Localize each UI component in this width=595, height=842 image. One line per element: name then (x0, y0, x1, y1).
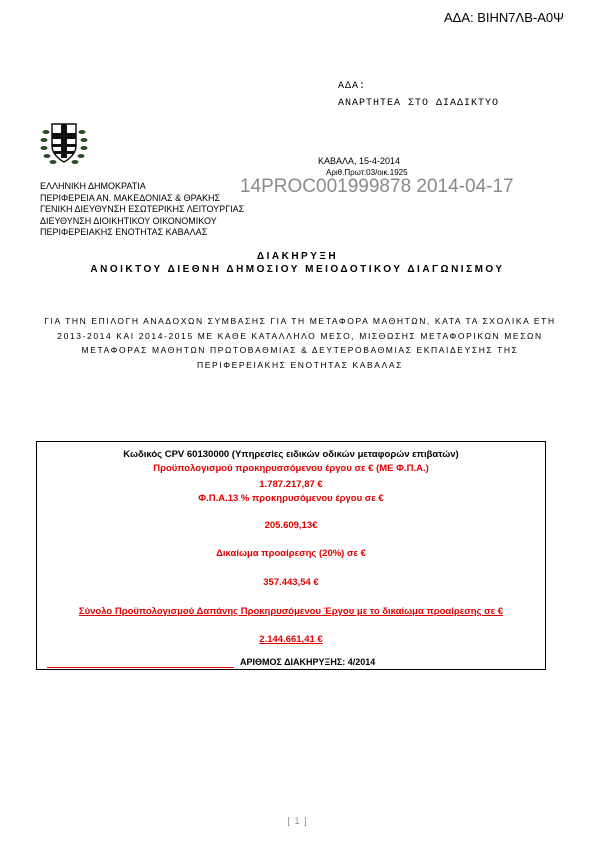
vat-value: 205.609,13€ (264, 520, 318, 531)
title-line-2: ΑΝΟΙΚΤΟΥ ΔΙΕΘΝΗ ΔΗΜΟΣΙΟΥ ΜΕΙΟΔΟΤΙΚΟΥ ΔΙΑΓΩΝΙΣΜΟΥ (90, 264, 505, 275)
document-id-stamp: 14PROC001999878 2014-04-17 (240, 176, 514, 197)
option-value: 357.443,54 € (263, 577, 319, 588)
issuer-line: ΠΕΡΙΦΕΡΕΙΑΚΗΣ ΕΝΟΤΗΤΑΣ ΚΑΒΑΛΑΣ (40, 227, 208, 237)
document-title (0, 250, 595, 276)
ada-block (338, 78, 499, 112)
page-number: [ 1 ] (287, 816, 308, 826)
declaration-underline (47, 667, 234, 668)
budget-value: 1.787.217,87 € (259, 479, 323, 490)
issuer-line: ΓΕΝΙΚΗ ΔΙΕΥΘΥΝΣΗ ΕΣΩΤΕΡΙΚΗΣ ΛΕΙΤΟΥΡΓΙΑΣ (40, 204, 245, 214)
total-label: Σύνολο Προϋπολογισμού Δαπάνης Προκηρυσόμενου Έργου με το δικαίωμα προαίρεσης σε € (78, 606, 504, 617)
ada-label: ΑΔΑ: (338, 81, 367, 92)
city-date: ΚΑΒΑΛΑ, 15-4-2014 (318, 156, 401, 166)
reference-number: Αριθ.Πρωτ:03/οικ.1925 (326, 168, 408, 177)
option-label: Δικαίωμα προαίρεσης (20%) σε € (216, 548, 366, 559)
greek-emblem-icon (40, 120, 88, 166)
vat-label: Φ.Π.Α.13 % προκηρυσόμενου έργου σε € (198, 493, 384, 504)
declaration-number: ΑΡΙΘΜΟΣ ΔΙΑΚΗΡΥΞΗΣ: 4/2014 (240, 657, 376, 667)
ada-post-note: ΑΝΑΡΤΗΤΕΑ ΣΤΟ ΔΙΑΔΙΚΤΥΟ (338, 98, 500, 109)
cpv-code: Κωδικός CPV 60130000 (Υπηρεσίες ειδικών οδικών μεταφορών επιβατών) (123, 449, 459, 460)
ada-top-label: ΑΔΑ: ΒΙΗΝ7ΛΒ-Α0Ψ (444, 10, 564, 25)
total-value: 2.144.661,41 € (259, 634, 323, 645)
budget-label: Προϋπολογισμού προκηρυσσόμενου έργου σε € (ΜΕ Φ.Π.Α.) (153, 463, 429, 474)
budget-box (36, 441, 546, 670)
issuer-block (40, 181, 244, 239)
issuer-line: ΔΙΕΥΘΥΝΣΗ ΔΙΟΙΚΗΤΙΚΟΥ ΟΙΚΟΝΟΜΙΚΟΥ (40, 215, 217, 226)
title-line-1: ΔΙΑΚΗΡΥΞΗ (256, 251, 339, 262)
issuer-line: ΠΕΡΙΦΕΡΕΙΑ ΑΝ. ΜΑΚΕΔΟΝΙΑΣ & ΘΡΑΚΗΣ (40, 192, 221, 203)
issuer-line: ΕΛΛΗΝΙΚΗ ΔΗΜΟΚΡΑΤΙΑ (40, 181, 146, 191)
tender-subject: ΓΙΑ ΤΗΝ ΕΠΙΛΟΓΗ ΑΝΑΔΟΧΩΝ ΣΥΜΒΑΣΗΣ ΓΙΑ ΤΗ ΜΕΤΑΦΟΡΑ ΜΑΘΗΤΩΝ, ΚΑΤΑ ΤΑ ΣΧΟΛΙΚΑ ΕΤΗ 2013-2014 ΚΑΙ 2014-2015 ΜΕ ΚΑΘΕ ΚΑΤΑΛΛΗΛΟ ΜΕΣΟ, ΜΙΣΘΩΣΗΣ ΜΕΤΑΦΟΡΙΚΩΝ ΜΕΣΩΝ ΜΕΤΑΦΟΡΑΣ ΜΑΘΗΤΩΝ ΠΡΩΤΟΒΑΘΜΙΑΣ & ΔΕΥΤΕΡΟΒΑΘΜΙΑΣ ΕΚΠΑΙΔΕΥΣΗΣ ΤΗΣ ΠΕΡΙΦΕΡΕΙΑΚΗΣ ΕΝΟΤΗΤΑΣ ΚΑΒΑΛΑΣ (44, 316, 556, 370)
